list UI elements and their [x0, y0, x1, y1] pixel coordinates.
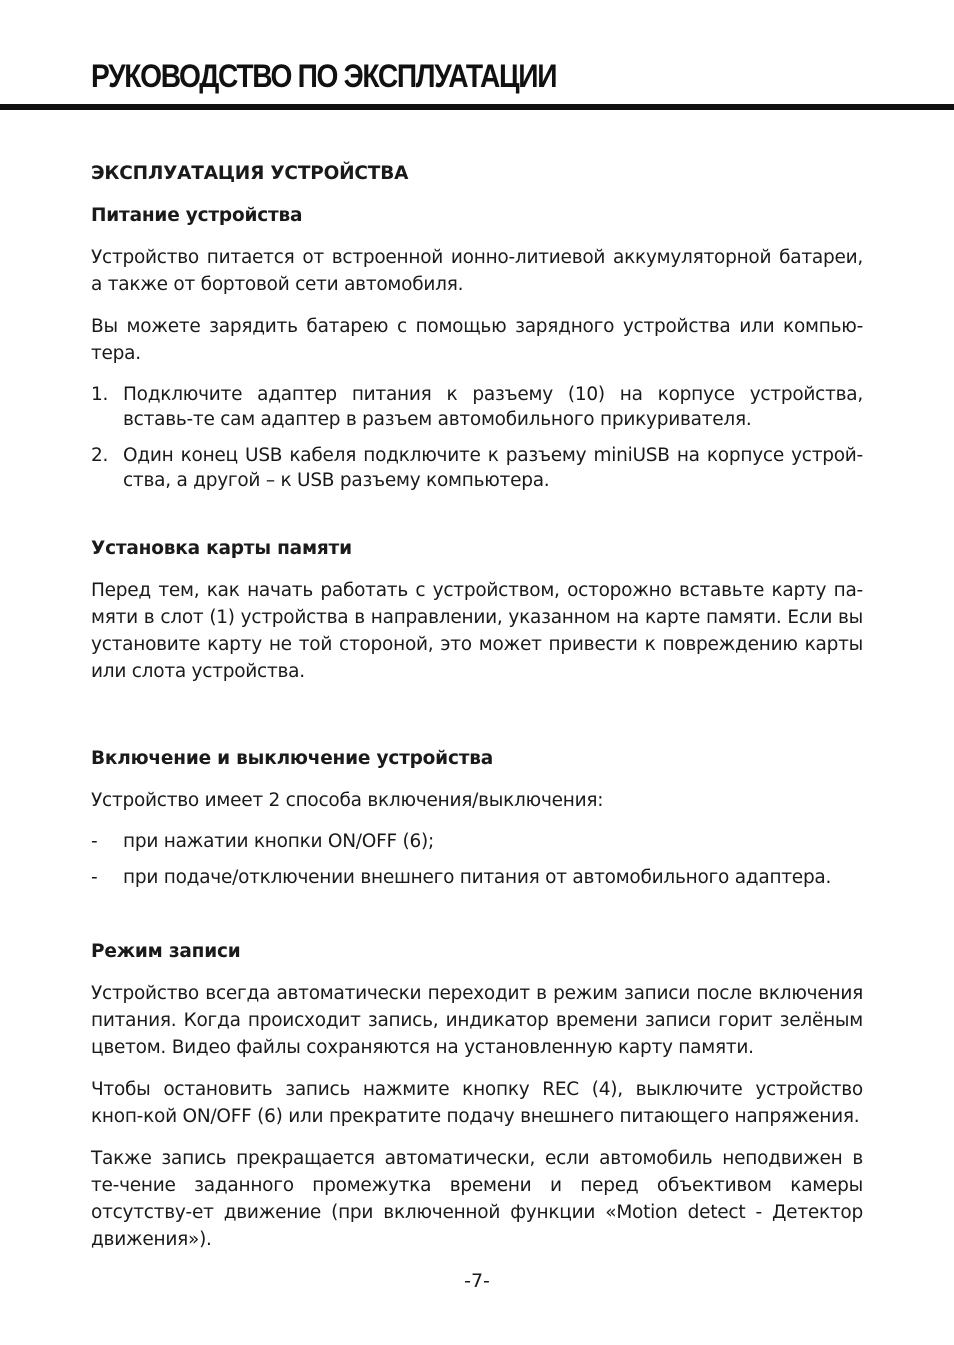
power-paragraph-2: Вы можете зарядить батарею с помощью зарядного устройства или компью-тера.	[91, 316, 863, 364]
recording-paragraph-2: Чтобы остановить запись нажмите кнопку REC (4), выключите устройство кноп-кой ON/OFF (6) или прекратите подачу внешнего питающего напряжения.	[91, 1079, 863, 1127]
list-item	[91, 382, 863, 432]
page-number: -7-	[464, 1270, 490, 1292]
list-marker: -	[91, 867, 98, 888]
recording-paragraph-3: Также запись прекращается автоматически, если автомобиль неподвижен в те-чение заданного промежутка времени и перед объективом камеры отсутству-ет движение (при включенной функции «Motion detect - Детектор движения»).	[91, 1148, 863, 1250]
power-steps-list	[91, 382, 863, 493]
list-marker: -	[91, 831, 98, 852]
power-heading: Питание устройства	[91, 205, 303, 226]
list-item-text: Один конец USB кабеля подключите к разъему miniUSB на корпусе устрой-ства, а другой – к USB разъему компьютера.	[123, 445, 863, 491]
memory-card-heading: Установка карты памяти	[91, 538, 352, 559]
list-item-text: Подключите адаптер питания к разъему (10) на корпусе устройства, вставь-те сам адаптер в разъем автомобильного прикуривателя.	[123, 384, 863, 430]
on-off-heading: Включение и выключение устройства	[91, 748, 494, 769]
list-marker: 2.	[91, 445, 109, 466]
list-item	[91, 443, 863, 493]
section-title: ЭКСПЛУАТАЦИЯ УСТРОЙСТВА	[91, 163, 409, 184]
power-paragraph-1: Устройство питается от встроенной ионно-литиевой аккумуляторной батареи, а также от бортовой сети автомобиля.	[91, 247, 863, 295]
document-header-title: РУКОВОДСТВО ПО ЭКСПЛУАТАЦИИ	[91, 58, 557, 94]
recording-heading: Режим записи	[91, 941, 241, 962]
list-marker: 1.	[91, 384, 109, 405]
page-content	[91, 160, 863, 1268]
list-item	[91, 829, 863, 854]
header-rule	[0, 104, 954, 110]
memory-card-paragraph: Перед тем, как начать работать с устройством, осторожно вставьте карту па-мяти в слот (1) устройства в направлении, указанном на карте памяти. Если вы установите карту не той стороной, это может привести к повреждению карты или слота устройства.	[91, 580, 863, 682]
list-item	[91, 865, 863, 890]
recording-paragraph-1: Устройство всегда автоматически переходит в режим записи после включения питания. Когда происходит запись, индикатор времени записи горит зелёным цветом. Видео файлы сохраняются на установленную карту памяти.	[91, 983, 863, 1058]
list-item-text: при подаче/отключении внешнего питания от автомобильного адаптера.	[123, 867, 832, 888]
on-off-list	[91, 829, 863, 890]
on-off-paragraph: Устройство имеет 2 способа включения/выключения:	[91, 790, 604, 811]
list-item-text: при нажатии кнопки ON/OFF (6);	[123, 831, 434, 852]
